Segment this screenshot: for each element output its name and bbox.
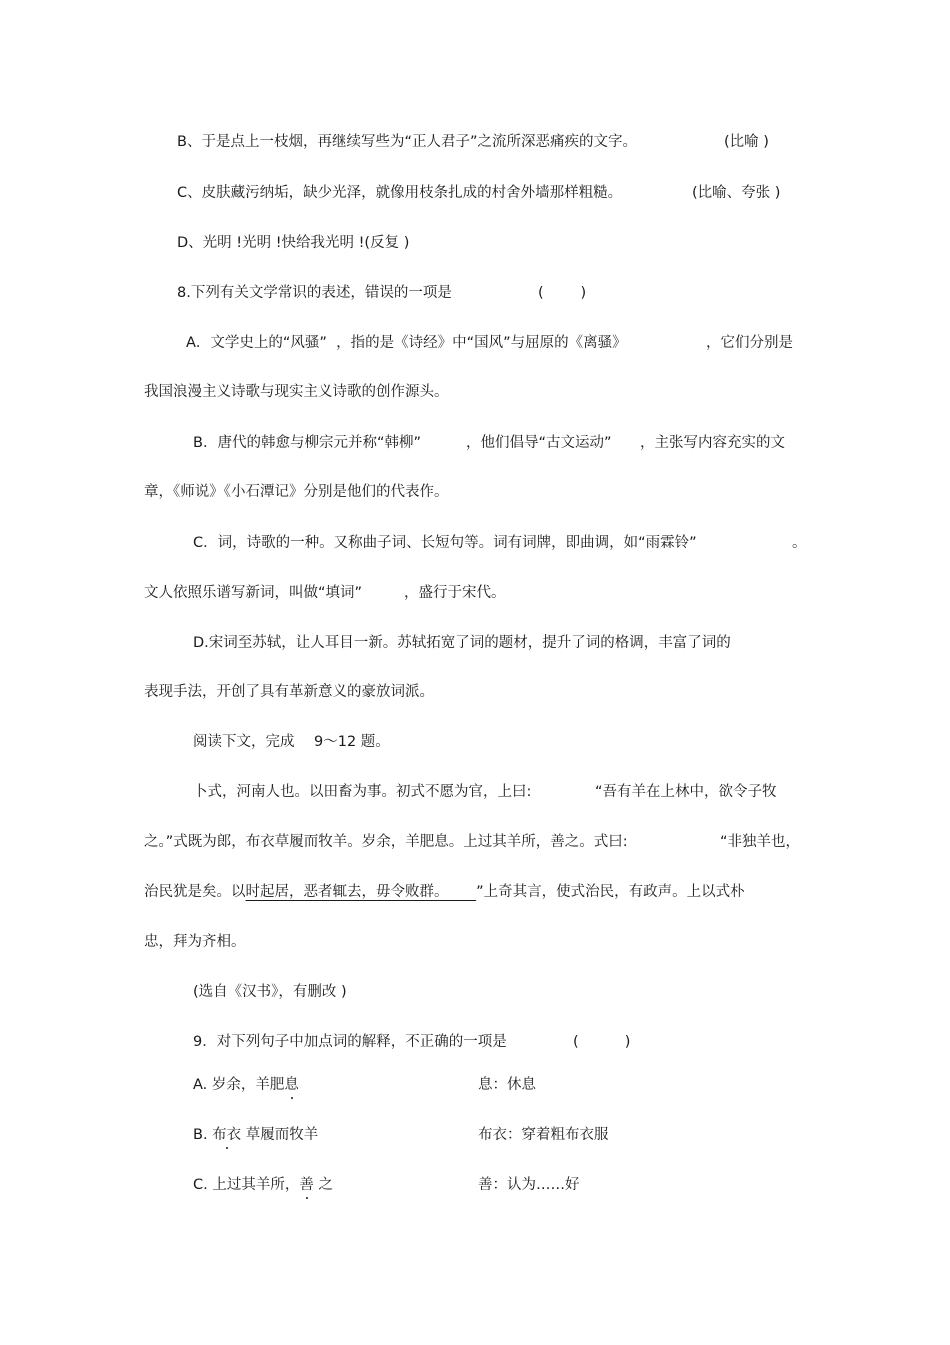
q8-option-b-line1-p3: ，主张写内容充实的文 [640, 435, 785, 451]
passage-line3 [144, 882, 745, 902]
q9-option-c-sentence-post: 之 [313, 1177, 333, 1193]
q9-option-b-explanation: 布衣：穿着粗布衣服 [478, 1127, 609, 1143]
passage-underline-gap [449, 884, 477, 900]
q8-option-c-line2-p1: 文人依照乐谱写新词，叫做“填词” [144, 585, 363, 601]
passage-line1-p2: “吾有羊在上林中，欲令子牧 [595, 784, 777, 800]
q9-option-b-sentence: 草履而牧羊 [241, 1127, 319, 1143]
q9-option-c [193, 1175, 333, 1195]
q8-option-c-line1: C．词，诗歌的一种。又称曲子词、长短句等。词有词牌，即曲调，如“雨霖铃” [193, 535, 697, 551]
q9-option-a [193, 1075, 299, 1095]
q8-option-b-line2: 章，《师说》《小石潭记》分别是他们的代表作。 [144, 484, 449, 500]
q9-option-c-sentence: 上过其羊所， [212, 1177, 300, 1193]
passage-line3-pre: 治民犹是矣。以 [144, 884, 246, 900]
q9-option-a-dotted-word: 息 [284, 1077, 299, 1093]
q9-option-b [193, 1125, 318, 1145]
q9-option-a-explanation: 息：休息 [478, 1077, 536, 1093]
q9-option-b-dotted-word: 布衣 [212, 1127, 242, 1143]
q8-option-a-line1: A．文学史上的“风骚” ，指的是《诗经》中“国风”与屈原的《离骚》 [186, 335, 627, 351]
q9-option-c-label: C. [193, 1177, 208, 1193]
q8-stem: 8.下列有关文学常识的表述，错误的一项是 [177, 285, 452, 301]
q8-option-a-line2: 我国浪漫主义诗歌与现实主义诗歌的创作源头。 [144, 384, 449, 400]
passage-line2-p1: 之。”式既为郎，布衣草履而牧羊。岁余，羊肥息。上过其羊所，善之。式曰: [144, 834, 628, 850]
q7-option-c-note: (比喻、夸张 ) [692, 185, 781, 201]
q7-option-b: B、于是点上一枝烟，再继续写些为“正人君子”之流所深恶痛疾的文字。 [177, 134, 637, 150]
q8-option-c-line1-tail: 。 [792, 535, 807, 551]
q9-stem: 9．对下列句子中加点词的解释，不正确的一项是 [193, 1034, 507, 1050]
q8-option-b-line1-p2: ，他们倡导“古文运动” [466, 435, 612, 451]
q7-option-d: D、光明 !光明 !快给我光明 !(反复 ) [177, 235, 410, 251]
q8-option-d-line1: D.宋词至苏轼，让人耳目一新。苏轼拓宽了词的题材，提升了词的格调，丰富了词的 [193, 635, 731, 651]
q8-answer-paren: ( ) [538, 285, 587, 301]
q9-option-a-sentence: 岁余，羊肥 [211, 1077, 285, 1093]
q8-option-a-line1-tail: ，它们分别是 [706, 335, 793, 351]
passage-line3-post: ”上奇其言，使式治民，有政声。上以式朴 [476, 884, 745, 900]
q8-option-c-line2-p2: ，盛行于宋代。 [404, 585, 506, 601]
passage-underlined-sentence: 时起居，恶者辄去，毋令败群。 [245, 884, 449, 900]
q9-option-b-label: B. [193, 1127, 208, 1143]
passage-line2-p2: “非独羊也， [720, 834, 801, 850]
q9-answer-paren: ( ) [573, 1034, 631, 1050]
q7-option-b-note: (比喻 ) [724, 134, 769, 150]
q8-option-b-line1-p1: B．唐代的韩愈与柳宗元并称“韩柳” [193, 435, 421, 451]
passage-line4: 忠，拜为齐相。 [144, 934, 246, 950]
passage-line1-p1: 卜式，河南人也。以田畜为事。初式不愿为官，上曰: [193, 784, 532, 800]
q8-option-d-line2: 表现手法，开创了具有革新意义的豪放词派。 [144, 684, 434, 700]
q7-option-c: C、皮肤藏污纳垢，缺少光泽，就像用枝条扎成的村舍外墙那样粗糙。 [177, 185, 623, 201]
q9-option-c-dotted-word: 善 [299, 1177, 314, 1193]
reading-instruction-p1: 阅读下文，完成 [193, 734, 295, 750]
q9-option-c-explanation: 善：认为……好 [478, 1177, 580, 1193]
passage-source: (选自《汉书》，有删改 ) [193, 984, 347, 1000]
q9-option-a-label: A. [193, 1077, 208, 1093]
reading-instruction-p2: 9～12 题。 [314, 734, 390, 750]
